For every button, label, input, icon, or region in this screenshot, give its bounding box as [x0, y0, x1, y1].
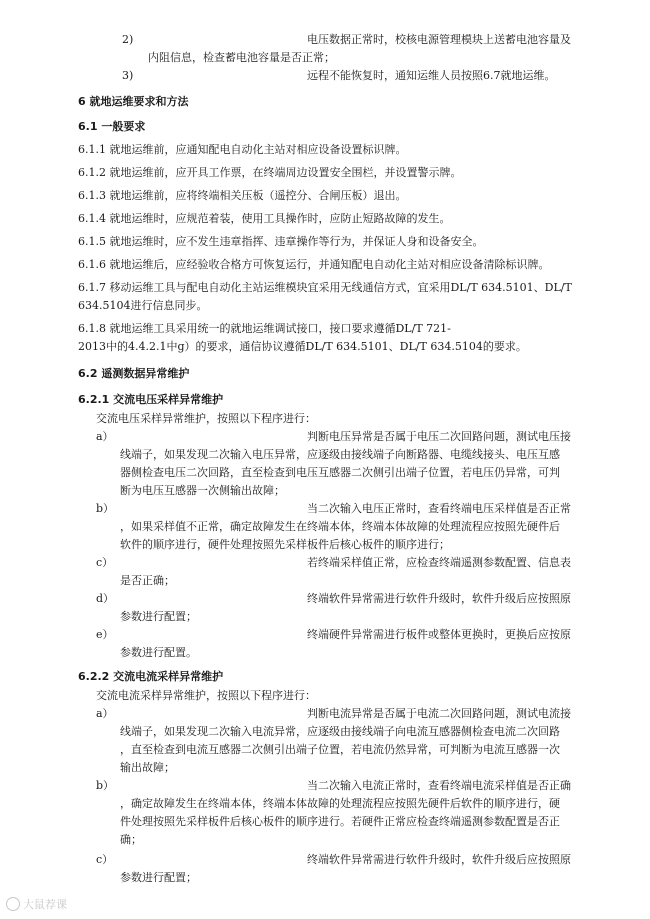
- clause: 6.1.1 就地运维前，应通知配电自动化主站对相应设备设置标识牌。: [78, 143, 407, 156]
- list-item-label: a）: [96, 707, 114, 720]
- list-item-text: 线端子，如果发现二次输入电流异常，应逐级由接线端子向电流互感器侧检查电流二次回路: [120, 725, 560, 738]
- list-item-text: ，确定故障发生在终端本体，终端本体故障的处理流程应按照先硬件后软件的顺序进行，硬: [120, 797, 560, 810]
- paragraph: 交流电压采样异常维护，按照以下程序进行：: [96, 412, 316, 425]
- list-item-text: 器侧检查电压二次回路，直至检查到电压互感器二次侧引出端子位置，若电压仍异常，可判: [120, 466, 560, 479]
- list-item-text: 若终端采样值正常，应检查终端遥测参数配置、信息表: [307, 556, 571, 569]
- list-item-text: 当二次输入电压正常时，查看终端电压采样值是否正常: [307, 502, 571, 515]
- list-item-label: c）: [96, 853, 114, 866]
- subsection-heading: 6.2.2 交流电流采样异常维护: [78, 670, 224, 683]
- list-item-text: 参数进行配置；: [120, 610, 197, 623]
- section-heading: 6.2 遥测数据异常维护: [78, 367, 190, 380]
- list-item-text: 参数进行配置。: [120, 646, 197, 659]
- paragraph: 交流电流采样异常维护，按照以下程序进行：: [96, 689, 316, 702]
- watermark-logo-icon: [6, 897, 20, 911]
- clause: 6.1.7 移动运维工具与配电自动化主站运维模块宜采用无线通信方式，宜采用DL/T 634.5101、DL/T: [78, 281, 572, 294]
- list-item-text: 是否正确；: [120, 574, 175, 587]
- subsection-heading: 6.2.1 交流电压采样异常维护: [78, 393, 224, 406]
- list-item-text: 软件的顺序进行，硬件处理按照先采样板件后核心板件的顺序进行；: [120, 538, 450, 551]
- list-item-text: 终端软件异常需进行软件升级时，软件升级后应按照原: [307, 853, 571, 866]
- list-item-text: ，如果采样值不正常，确定故障发生在终端本体，终端本体故障的处理流程应按照先硬件后: [120, 520, 560, 533]
- list-item-label: b）: [96, 502, 115, 515]
- list-item-text: 参数进行配置；: [120, 871, 197, 884]
- section-heading: 6.1 一般要求: [78, 120, 146, 133]
- clause: 6.1.5 就地运维时，应不发生违章指挥、违章操作等行为，并保证人身和设备安全。: [78, 235, 484, 248]
- list-item-label: b）: [96, 779, 115, 792]
- list-item-text: 件处理按照先采样板件后核心板件的顺序进行。若硬件正常应检查终端遥测参数配置是否正: [120, 815, 560, 828]
- watermark-text: 大鼠荐课: [23, 898, 67, 911]
- clause: 6.1.6 就地运维后，应经验收合格方可恢复运行，并通知配电自动化主站对相应设备清除标识牌。: [78, 258, 550, 271]
- list-item-text: 线端子，如果发现二次输入电压异常，应逐级由接线端子向断路器、电缆线接头、电压互感: [120, 448, 560, 461]
- list-item-label: 3): [122, 69, 134, 82]
- list-item-label: 2): [122, 33, 134, 46]
- list-item-text: 当二次输入电流正常时，查看终端电流采样值是否正确: [307, 779, 571, 792]
- clause: 6.1.8 就地运维工具采用统一的就地运维调试接口，接口要求遵循DL/T 721-: [78, 322, 451, 335]
- clause-continuation: 634.5104进行信息同步。: [78, 299, 208, 312]
- list-item-label: e）: [96, 628, 114, 641]
- list-item-text: 电压数据正常时，校核电源管理模块上送蓄电池容量及: [307, 33, 571, 46]
- list-item-label: a）: [96, 430, 114, 443]
- watermark: [6, 896, 67, 912]
- list-item-text: 终端软件异常需进行软件升级时，软件升级后应按照原: [307, 592, 571, 605]
- clause: 6.1.2 就地运维前，应开具工作票，在终端周边设置安全围栏，并设置警示牌。: [78, 166, 462, 179]
- list-item-text: 判断电流异常是否属于电流二次回路问题，测试电流接: [307, 707, 571, 720]
- list-item-text: 断为电压互感器一次侧输出故障；: [120, 484, 285, 497]
- list-item-text: 确；: [120, 833, 142, 846]
- list-item-label: d）: [96, 592, 115, 605]
- list-item-text: 终端硬件异常需进行板件或整体更换时，更换后应按原: [307, 628, 571, 641]
- list-item-text: 判断电压异常是否属于电压二次回路问题，测试电压接: [307, 430, 571, 443]
- list-item-text: 输出故障；: [120, 761, 175, 774]
- list-item-text: ，直至检查到电流互感器二次侧引出端子位置，若电流仍然异常，可判断为电流互感器一次: [120, 743, 560, 756]
- clause: 6.1.4 就地运维时，应规范着装，使用工具操作时，应防止短路故障的发生。: [78, 212, 451, 225]
- list-item-text: 内阻信息，检查蓄电池容量是否正常；: [148, 51, 335, 64]
- section-heading: 6 就地运维要求和方法: [78, 95, 189, 108]
- list-item-label: c）: [96, 556, 114, 569]
- clause-continuation: 2013中的4.4.2.1中g）的要求，通信协议遵循DL/T 634.5101、DL/T 634.5104的要求。: [78, 340, 527, 353]
- list-item-text: 远程不能恢复时，通知运维人员按照6.7就地运维。: [307, 69, 556, 82]
- clause: 6.1.3 就地运维前，应将终端相关压板（遥控分、合闸压板）退出。: [78, 189, 407, 202]
